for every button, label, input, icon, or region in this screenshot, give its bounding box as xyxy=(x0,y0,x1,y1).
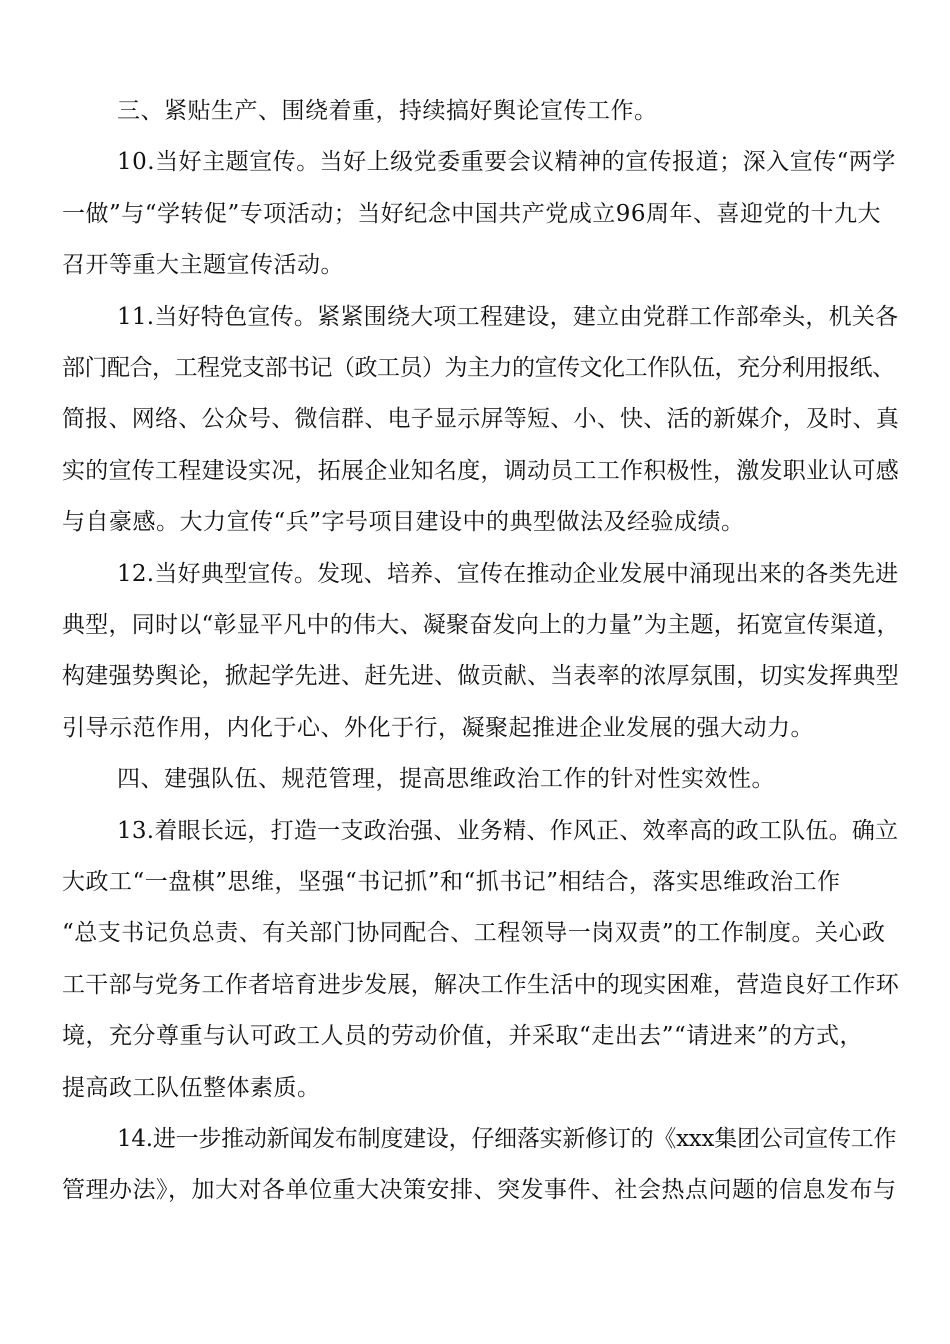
paragraph-13-line-5: 境，充分尊重与认可政工人员的劳动价值，并采取“走出去”“请进来”的方式， xyxy=(62,1023,864,1049)
section-heading-4: 四、建强队伍、规范管理，提高思维政治工作的针对性实效性。 xyxy=(117,766,775,792)
paragraph-11-line-1: 11.当好特色宣传。紧紧围绕大项工程建设，建立由党群工作部牵头，机关各 xyxy=(117,304,899,330)
paragraph-13-line-6: 提高政工队伍整体素质。 xyxy=(62,1075,321,1101)
paragraph-11-line-3: 简报、网络、公众号、微信群、电子显示屏等短、小、快、活的新媒介，及时、真 xyxy=(62,406,899,432)
section-heading-3: 三、紧贴生产、围绕着重，持续搞好舆论宣传工作。 xyxy=(117,98,658,124)
paragraph-13-line-3: “总支书记负总责、有关部门协同配合、工程领导一岗双责”的工作制度。关心政 xyxy=(62,920,886,946)
paragraph-10-line-2: 一做”与“学转促”专项活动；当好纪念中国共产党成立96周年、喜迎党的十九大 xyxy=(62,201,882,227)
paragraph-10-line-1: 10.当好主题宣传。当好上级党委重要会议精神的宣传报道；深入宣传“两学 xyxy=(117,149,896,175)
paragraph-11-line-4: 实的宣传工程建设实况，拓展企业知名度，调动员工工作积极性，激发职业认可感 xyxy=(62,458,899,484)
paragraph-11-line-5: 与自豪感。大力宣传“兵”字号项目建设中的典型做法及经验成绩。 xyxy=(62,509,745,535)
paragraph-11-line-2: 部门配合，工程党支部书记（政工员）为主力的宣传文化工作队伍，充分利用报纸、 xyxy=(62,355,895,381)
paragraph-14-line-1: 14.进一步推动新闻发布制度建设，仔细落实新修订的《xxx集团公司宣传工作 xyxy=(117,1126,897,1152)
paragraph-14-line-2: 管理办法》，加大对各单位重大决策安排、突发事件、社会热点问题的信息发布与 xyxy=(62,1177,897,1203)
paragraph-13-line-2: 大政工“一盘棋”思维，坚强“书记抓”和“抓书记”相结合，落实思维政治工作 xyxy=(62,869,841,895)
paragraph-10-line-3: 召开等重大主题宣传活动。 xyxy=(62,252,344,278)
paragraph-12-line-1: 12.当好典型宣传。发现、培养、宣传在推动企业发展中涌现出来的各类先进 xyxy=(117,561,899,587)
paragraph-12-line-3: 构建强势舆论，掀起学先进、赶先进、做贡献、当表率的浓厚氛围，切实发挥典型 xyxy=(62,663,899,689)
paragraph-12-line-4: 引导示范作用，内化于心、外化于行，凝聚起推进企业发展的强大动力。 xyxy=(62,715,814,741)
paragraph-12-line-2: 典型，同时以“彰显平凡中的伟大、凝聚奋发向上的力量”为主题，拓宽宣传渠道， xyxy=(62,612,900,638)
paragraph-13-line-4: 工干部与党务工作者培育进步发展，解决工作生活中的现实困难，营造良好工作环 xyxy=(62,972,899,998)
paragraph-13-line-1: 13.着眼长远，打造一支政治强、业务精、作风正、效率高的政工队伍。确立 xyxy=(117,818,899,844)
